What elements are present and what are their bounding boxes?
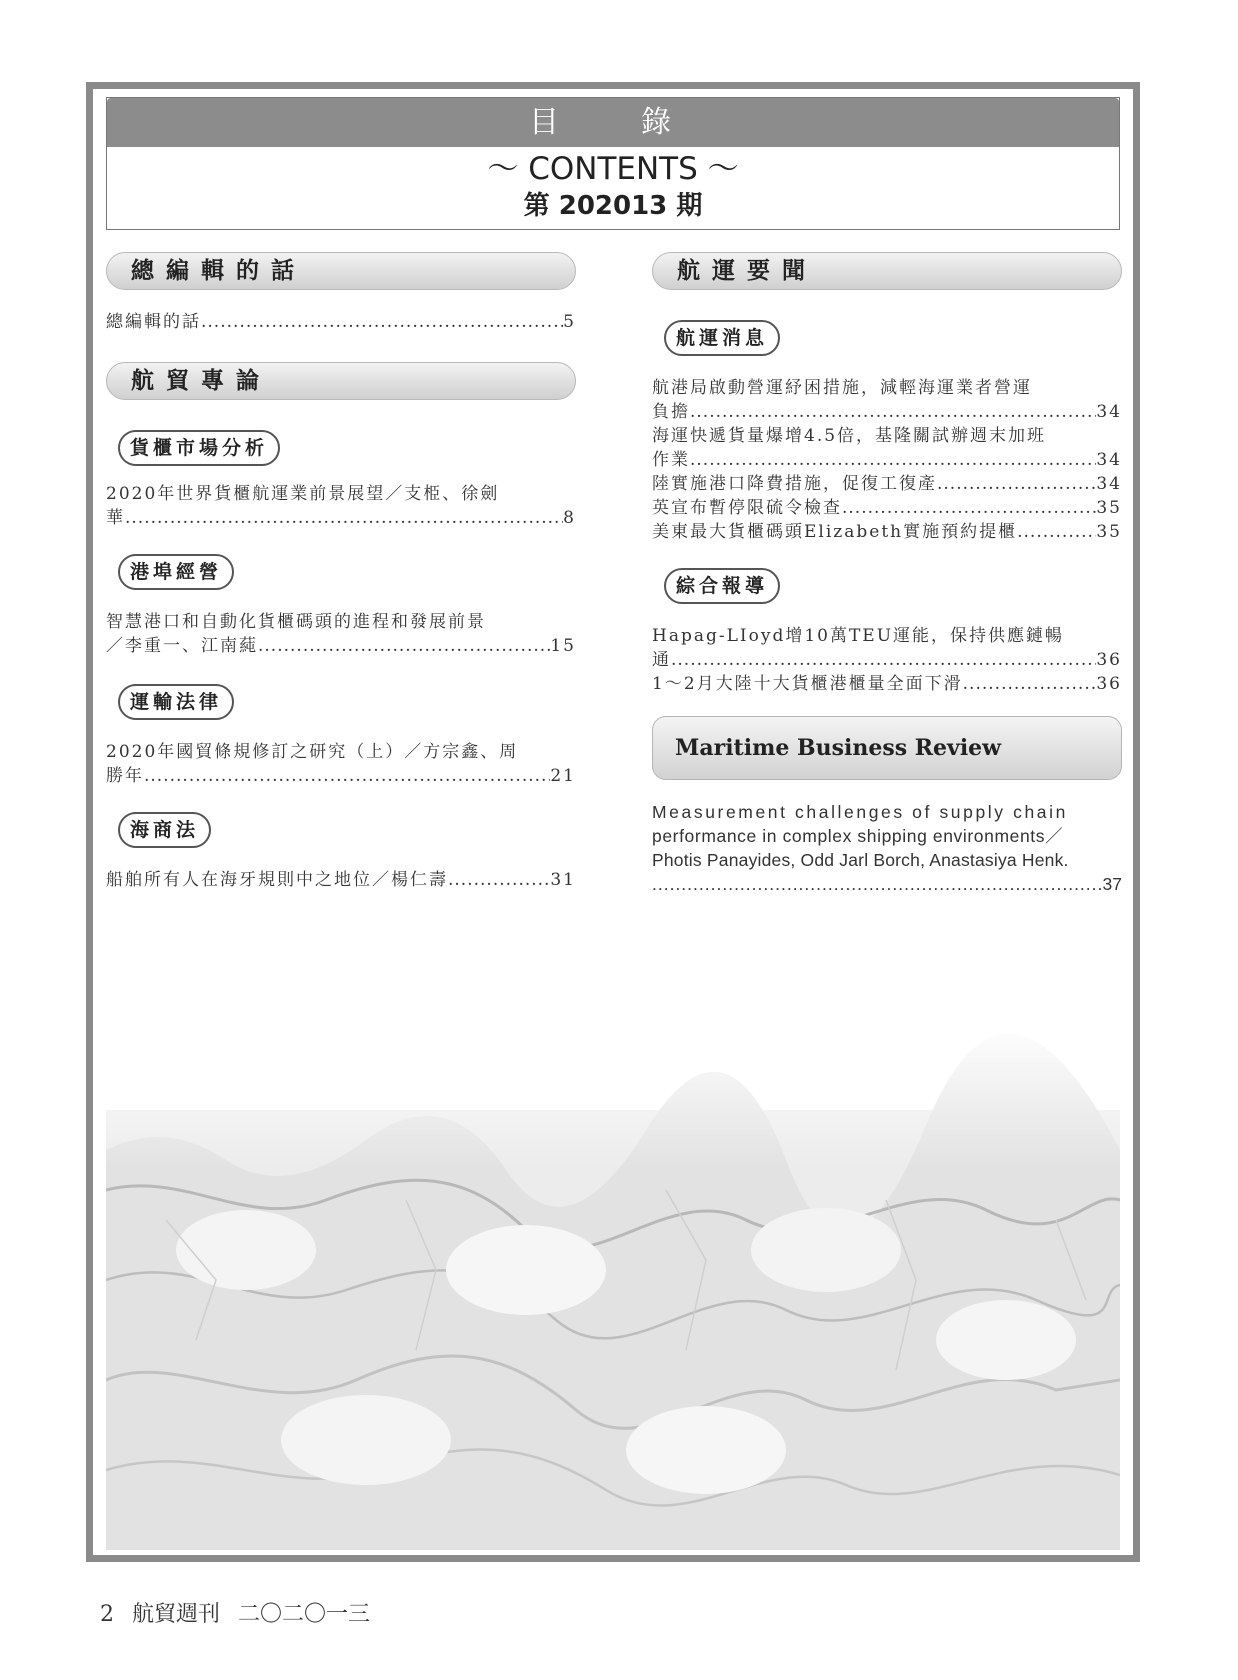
entry-page: 34 — [1096, 450, 1122, 470]
page-number: 2 — [100, 1602, 114, 1627]
entry-title: 1～2月大陸十大貨櫃港櫃量全面下滑 — [652, 674, 963, 694]
toc-entry[interactable] — [652, 624, 1122, 672]
toc-header — [106, 97, 1120, 230]
subsection-shipping-news[interactable]: 航運消息 — [664, 320, 780, 356]
entry-page: 35 — [1096, 498, 1122, 518]
toc-entry[interactable] — [652, 496, 1122, 520]
toc-entry[interactable] — [106, 310, 576, 334]
entry-page: 34 — [1096, 474, 1122, 494]
subsection-general-report[interactable]: 綜合報導 — [664, 568, 780, 604]
toc-entry[interactable] — [652, 472, 1122, 496]
entry-page: 5 — [563, 312, 576, 332]
entry-title-line1: Hapag-LIoyd增10萬TEU運能，保持供應鏈暢 — [652, 626, 1065, 646]
entry-title-line3: Photis Panayides, Odd Jarl Borch, Anastasiya Henk. — [652, 850, 1069, 870]
entry-title-line2: ／李重一、江南蒓 — [106, 636, 258, 656]
section-shipping-news[interactable]: 航運要聞 — [652, 252, 1122, 290]
entry-title: 總編輯的話 — [106, 312, 201, 332]
entry-title-line2: 通 — [652, 650, 671, 670]
subsection-maritime-law[interactable]: 海商法 — [118, 812, 211, 848]
subsection-transport-law[interactable]: 運輸法律 — [118, 684, 234, 720]
entry-page: 15 — [550, 636, 576, 656]
entry-page: 8 — [563, 508, 576, 528]
entry-title-line2: performance in complex shipping environments／ — [652, 826, 1064, 846]
toc-entry[interactable] — [106, 610, 576, 658]
entry-title-line2: 勝年 — [106, 766, 144, 786]
section-editor-note[interactable]: 總編輯的話 — [106, 252, 576, 290]
contents-heading: ～ CONTENTS ～ — [487, 151, 739, 187]
section-commentary[interactable]: 航貿專論 — [106, 362, 576, 400]
entry-page: 34 — [1096, 402, 1122, 422]
issue-chinese: 二〇二〇一三 — [238, 1602, 371, 1627]
entry-title-line1: 2020年世界貨櫃航運業前景展望／支栕、徐劍 — [106, 484, 500, 504]
entry-title-line1: 2020年國貿條規修訂之研究（上）／方宗鑫、周 — [106, 742, 519, 762]
entry-title: 船舶所有人在海牙規則中之地位／楊仁壽 — [106, 870, 448, 890]
entry-page: 21 — [550, 766, 576, 786]
toc-entry[interactable] — [652, 672, 1122, 696]
toc-entry[interactable] — [106, 868, 576, 892]
section-maritime-business-review[interactable]: Maritime Business Review — [652, 716, 1122, 780]
entry-page: 35 — [1096, 522, 1122, 542]
entry-title-line1: Measurement challenges of supply chain — [652, 802, 1068, 822]
entry-page: 36 — [1096, 650, 1122, 670]
publication-name: 航貿週刊 — [132, 1602, 221, 1627]
entry-title: 陸實施港口降費措施，促復工復產 — [652, 474, 937, 494]
entry-page: 36 — [1096, 674, 1122, 694]
entry-title: 美東最大貨櫃碼頭Elizabeth實施預約提櫃 — [652, 522, 1018, 542]
marble-background — [106, 1020, 1120, 1550]
entry-title-line1: 航港局啟動營運紓困措施，減輕海運業者營運 — [652, 378, 1032, 398]
page-footer — [100, 1597, 388, 1628]
entry-title-line2: 作業 — [652, 450, 690, 470]
entry-title-line2: 負擔 — [652, 402, 690, 422]
toc-entry[interactable] — [652, 376, 1122, 424]
subsection-port-operation[interactable]: 港埠經營 — [118, 554, 234, 590]
entry-title-line1: 海運快遞貨量爆增4.5倍，基隆關試辦週末加班 — [652, 426, 1047, 446]
entry-title-line1: 智慧港口和自動化貨櫃碼頭的進程和發展前景 — [106, 612, 486, 632]
toc-entry[interactable] — [652, 800, 1122, 896]
toc-title: 目 錄 — [107, 98, 1119, 147]
entry-page: 37 — [1102, 874, 1122, 894]
subsection-container-market[interactable]: 貨櫃市場分析 — [118, 430, 280, 466]
toc-entry[interactable] — [652, 424, 1122, 472]
entry-page: 31 — [550, 870, 576, 890]
toc-entry[interactable] — [652, 520, 1122, 544]
toc-entry[interactable] — [106, 740, 576, 788]
issue-number: 第 202013 期 — [523, 191, 703, 221]
entry-title: 英宣布暫停限硫令檢查 — [652, 498, 842, 518]
entry-title-line2: 華 — [106, 508, 125, 528]
toc-entry[interactable] — [106, 482, 576, 530]
